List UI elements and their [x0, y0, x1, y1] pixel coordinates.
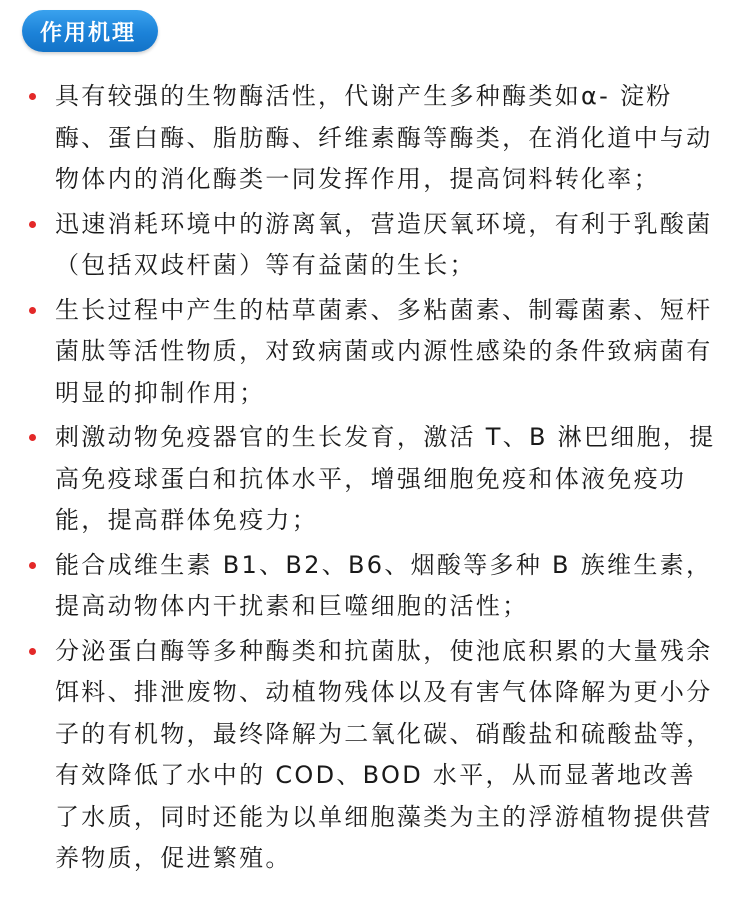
list-item [26, 631, 716, 880]
bullet-dot-icon [29, 93, 36, 100]
bullet-dot-icon [29, 221, 36, 228]
list-item [26, 417, 716, 542]
mechanism-list [26, 76, 716, 883]
bullet-dot-icon [29, 648, 36, 655]
bullet-dot-icon [29, 434, 36, 441]
section-title: 作用机理 [40, 20, 137, 46]
section-title-badge [22, 10, 158, 52]
list-item-text: 刺激动物免疫器官的生长发育，激活 T、B 淋巴细胞，提高免疫球蛋白和抗体水平，增强细胞免疫和体液免疫功能，提高群体免疫力； [55, 423, 716, 534]
list-item-text: 具有较强的生物酶活性，代谢产生多种酶类如α- 淀粉酶、蛋白酶、脂肪酶、纤维素酶等酶类，在消化道中与动物体内的消化酶类一同发挥作用，提高饲料转化率； [55, 82, 713, 193]
list-item [26, 204, 716, 287]
list-item [26, 290, 716, 415]
bullet-dot-icon [29, 562, 36, 569]
list-item [26, 76, 716, 201]
list-item-text: 迅速消耗环境中的游离氧，营造厌氧环境，有利于乳酸菌（包括双歧杆菌）等有益菌的生长； [55, 209, 713, 279]
list-item-text: 分泌蛋白酶等多种酶类和抗菌肽，使池底积累的大量残余饵料、排泄废物、动植物残体以及有害气体降解为更小分子的有机物，最终降解为二氧化碳、硝酸盐和硫酸盐等，有效降低了水中的 COD、BOD 水平，从而显著地改善了水质，同时还能为以单细胞藻类为主的浮游植物提供营养物质，促进繁殖。 [55, 636, 713, 872]
bullet-dot-icon [29, 307, 36, 314]
list-item-text: 生长过程中产生的枯草菌素、多粘菌素、制霉菌素、短杆菌肽等活性物质，对致病菌或内源性感染的条件致病菌有明显的抑制作用； [55, 295, 713, 407]
list-item-text: 能合成维生素 B1、B2、B6、烟酸等多种 B 族维生素，提高动物体内干扰素和巨噬细胞的活性； [55, 550, 713, 620]
list-item [26, 545, 716, 628]
